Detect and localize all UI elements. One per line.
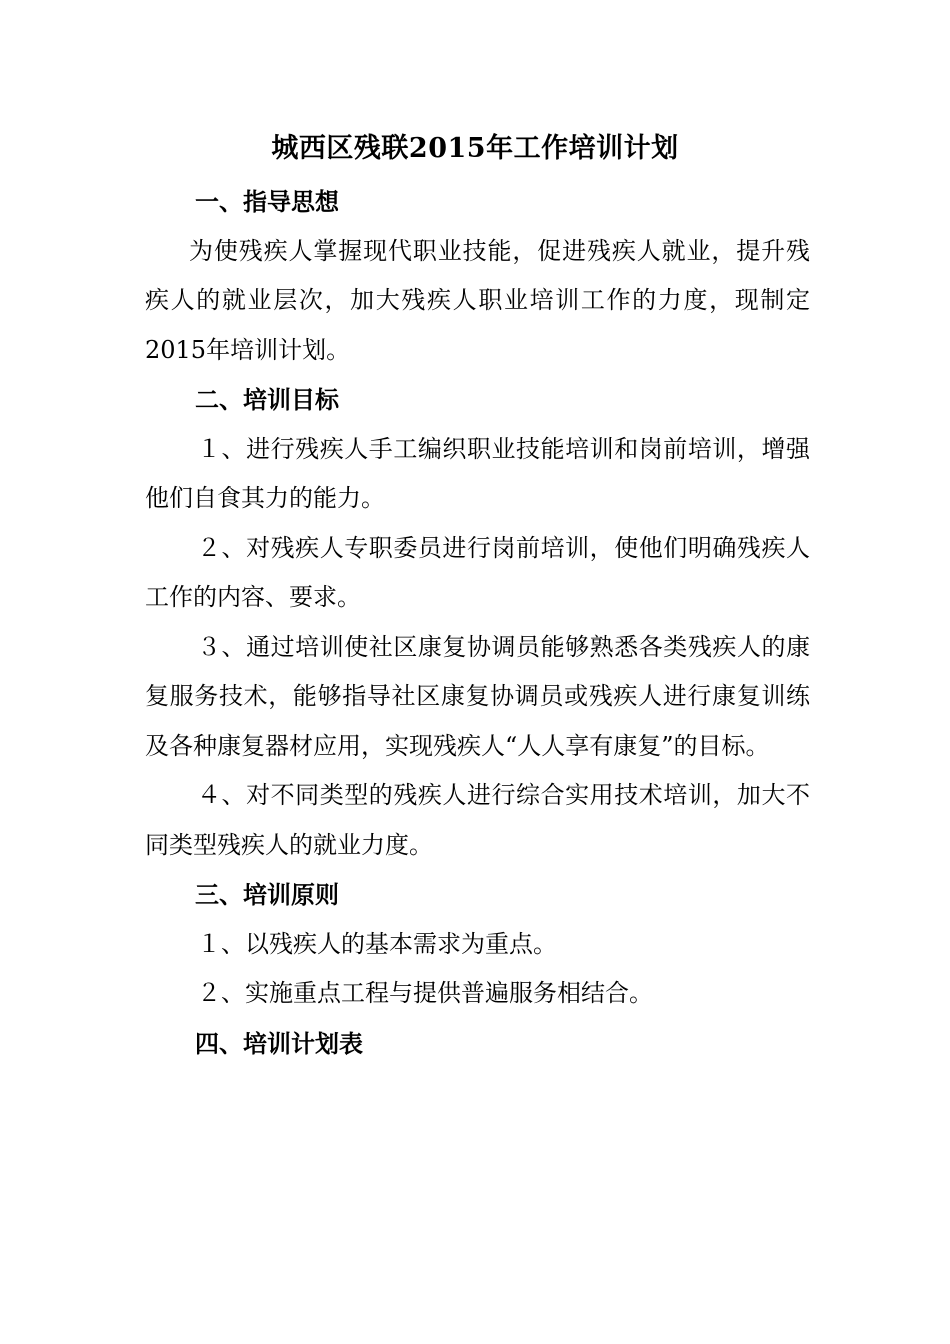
guiding-ideology-paragraph: 为使残疾人掌握现代职业技能，促进残疾人就业，提升残疾人的就业层次，加大残疾人职业培训工作的力度，现制定2015年培训计划。 [145,236,810,364]
training-principle-item: ２、实施重点工程与提供普遍服务相结合。 [197,979,653,1007]
section-heading-training-goals: 二、培训目标 [195,385,339,414]
section-heading-guiding-ideology: 一、指导思想 [195,187,339,216]
training-goal-item: １、进行残疾人手工编织职业技能培训和岗前培训，增强他们自食其力的能力。 [145,434,810,512]
training-goal-item: ２、对残疾人专职委员进行岗前培训，使他们明确残疾人工作的内容、要求。 [145,533,810,611]
section-heading-training-principles: 三、培训原则 [195,880,339,909]
training-goal-item: ３、通过培训使社区康复协调员能够熟悉各类残疾人的康复服务技术，能够指导社区康复协调员或残疾人进行康复训练及各种康复器材应用，实现残疾人“人人享有康复”的目标。 [145,632,810,760]
training-principle-item: １、以残疾人的基本需求为重点。 [197,929,557,958]
training-goal-item: ４、对不同类型的残疾人进行综合实用技术培训，加大不同类型残疾人的就业力度。 [145,781,810,859]
document-body [145,177,810,1068]
section-heading-training-schedule: 四、培训计划表 [195,1028,363,1058]
document-title: 城西区残联2015年工作培训计划 [271,133,679,164]
